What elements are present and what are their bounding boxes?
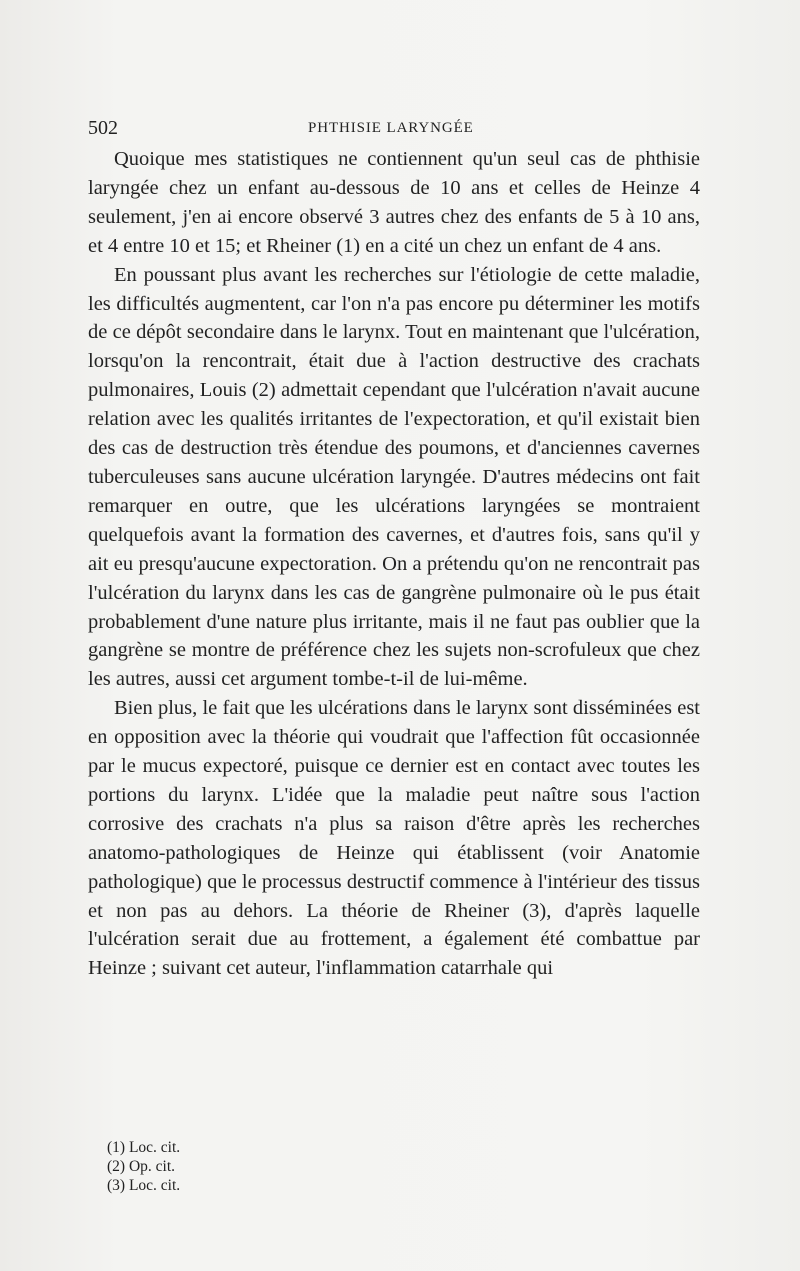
footnotes <box>107 1138 180 1195</box>
footnote-3: (3) Loc. cit. <box>107 1177 181 1194</box>
paragraph-2: En poussant plus avant les recherches sur l'étiologie de cette maladie, les difficultés augmentent, car l'on n'a pas encore pu déterminer les motifs de ce dépôt secondaire dans le larynx. Tout en maintenant que l'ulcération, lorsqu'on la rencontrait, était due à l'action destructive des crachats pulmonaires, Louis (2) admettait cependant que l'ulcération n'avait aucune relation avec les qualités irritantes de l'expectoration, et qu'il existait bien des cas de destruction très étendue des poumons, et d'anciennes cavernes tuberculeuses sans aucune ulcération laryngée. D'autres médecins ont fait remarquer en outre, que les ulcérations laryngées se montraient quelquefois avant la formation des cavernes, et d'autres fois, sans qu'il y ait eu presqu'aucune expectoration. On a prétendu qu'on ne rencontrait pas l'ulcération du larynx dans les cas de gangrène pulmonaire où le pus était probablement d'une nature plus irritante, mais il ne faut pas oublier que la gangrène se montre de préférence chez les sujets non-scrofuleux que chez les autres, aussi cet argument tombe-t-il de lui-même. <box>88 263 700 691</box>
body-text <box>88 145 700 983</box>
paragraph-3: Bien plus, le fait que les ulcérations dans le larynx sont disséminées est en opposition avec la théorie qui voudrait que l'affection fût occasionnée par le mucus expectoré, puisque ce dernier est en contact avec toutes les portions du larynx. L'idée que la maladie peut naître sous l'action corrosive des crachats n'a plus sa raison d'être après les recherches anatomo-pathologiques de Heinze qui établissent (voir Anatomie pathologique) que le processus destructif commence à l'intérieur des tissus et non pas au dehors. La théorie de Rheiner (3), d'après laquelle l'ulcération serait due au frottement, a également été combattue par Heinze ; suivant cet auteur, l'inflammation catarrhale qui <box>88 697 700 980</box>
page-number: 502 <box>88 117 118 139</box>
paragraph-1: Quoique mes statistiques ne contiennent qu'un seul cas de phthisie laryngée chez un enfant au-dessous de 10 ans et celles de Heinze 4 seulement, j'en ai encore observé 3 autres chez des enfants de 5 à 10 ans, et 4 entre 10 et 15; et Rheiner (1) en a cité un chez un enfant de 4 ans. <box>88 148 700 257</box>
running-title: PHTHISIE LARYNGÉE <box>308 120 474 136</box>
footnote-1: (1) Loc. cit. <box>107 1139 181 1156</box>
running-head <box>88 117 700 147</box>
footnote-2: (2) Op. cit. <box>107 1158 176 1175</box>
